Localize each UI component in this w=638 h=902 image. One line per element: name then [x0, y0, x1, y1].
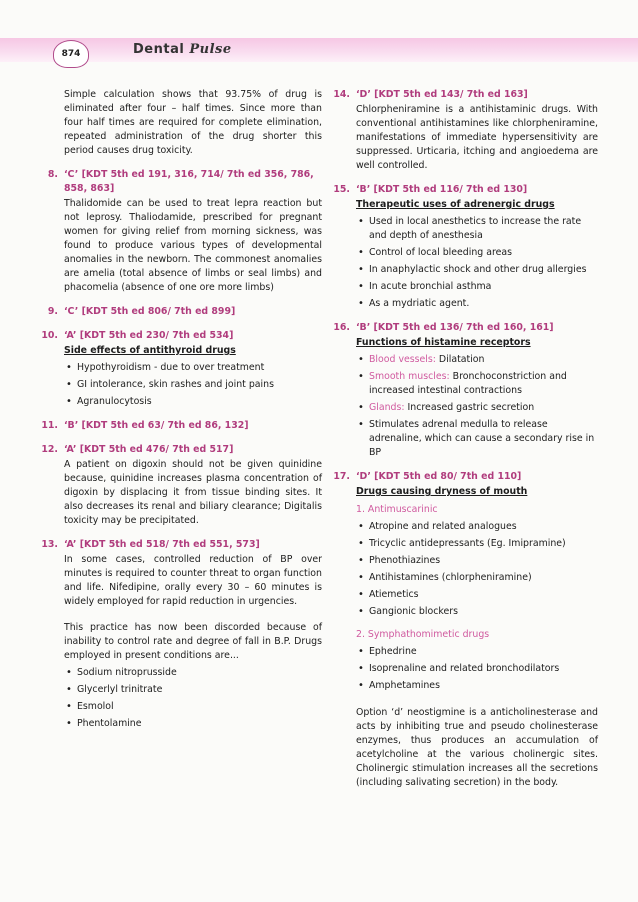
item-label: Glands:: [369, 402, 405, 413]
list-item: • In acute bronchial asthma: [356, 280, 598, 294]
question-number: 15.: [333, 184, 350, 195]
list-item: • Hypothyroidism - due to over treatment: [64, 361, 322, 375]
list-item: [356, 353, 598, 367]
item-text: Stimulates adrenal medulla to release adrenaline, which can cause a secondary rise in BP: [369, 419, 595, 458]
item-text: Increased gastric secretion: [404, 402, 535, 413]
explanation-text: A patient on digoxin should not be given quinidine because, quinidine increases plasma concentration of digoxin by displacing it from tissue binding sites. It also decreases its renal and biliary clearance; Digitalis toxicity may be precipitated.: [64, 459, 322, 526]
list-item: • Tricyclic antidepressants (Eg. Imipramine): [356, 537, 598, 551]
right-column: [326, 88, 598, 800]
question-number: 17.: [333, 471, 350, 482]
question-number: 10.: [41, 330, 58, 341]
list-item: • Used in local anesthetics to increase the rate and depth of anesthesia: [356, 215, 598, 243]
list-item: [356, 418, 598, 460]
answer-reference: ‘A’ [KDT 5th ed 518/ 7th ed 551, 573]: [64, 539, 260, 550]
question-14: [326, 88, 598, 173]
list-item: • Control of local bleeding areas: [356, 246, 598, 260]
list-item: [356, 401, 598, 415]
section-heading: Functions of histamine receptors: [356, 337, 531, 348]
answer-reference: ‘D’ [KDT 5th ed 80/ 7th ed 110]: [356, 471, 522, 482]
spacer: [64, 611, 322, 621]
list-item: • Esmolol: [64, 700, 322, 714]
answer-reference: ‘D’ [KDT 5th ed 143/ 7th ed 163]: [356, 89, 528, 100]
left-column: [34, 88, 322, 741]
list-item: • Atiemetics: [356, 588, 598, 602]
question-13: [34, 538, 322, 731]
list-item: • Phentolamine: [64, 717, 322, 731]
bullet-list: [356, 645, 598, 693]
list-item: • Isoprenaline and related bronchodilators: [356, 662, 598, 676]
question-12: [34, 443, 322, 528]
group-title: 2. Symphathomimetic drugs: [356, 629, 490, 640]
list-item: • Gangionic blockers: [356, 605, 598, 619]
group-title: 1. Antimuscarinic: [356, 504, 438, 515]
question-10: [34, 329, 322, 409]
bullet-list: [356, 215, 598, 311]
explanation-text: Option ‘d’ neostigmine is a anticholinesterase and acts by inhibiting true and pseudo cholinesterase enzymes, thus produces an accumulation of acetylcholine at the various cholinergic sites. Cholinergic stimulation increases all the secretions (including salivating secretion) in the body.: [356, 707, 598, 788]
bullet-list: [356, 520, 598, 619]
intro-block: [34, 88, 322, 158]
explanation-text: Thalidomide can be used to treat lepra reaction but not leprosy. Thaliodamide, prescribed for pregnant women for giving relief from morning sickness, was found to produce various types of developmental anomalies in the newborn. The commonest anomalies are amelia (total absence of limbs or seal limbs) and phacomelia (absence of one ore more limbs): [64, 198, 322, 293]
brand-script: Pulse: [189, 42, 232, 57]
list-item: [356, 370, 598, 398]
list-item: • Atropine and related analogues: [356, 520, 598, 534]
item-label: Blood vessels:: [369, 354, 436, 365]
section-heading: Therapeutic uses of adrenergic drugs: [356, 199, 555, 210]
list-item: • Antihistamines (chlorpheniramine): [356, 571, 598, 585]
item-text: Dilatation: [435, 354, 485, 365]
list-item: • Ephedrine: [356, 645, 598, 659]
explanation-text: This practice has now been discorded because of inability to control rate and degree of fall in B.P. Drugs employed in present conditions are...: [64, 622, 322, 661]
question-number: 12.: [41, 444, 58, 455]
question-9: [34, 305, 322, 319]
question-number: 8.: [47, 169, 58, 180]
list-item: • In anaphylactic shock and other drug allergies: [356, 263, 598, 277]
explanation-text: Chlorpheniramine is a antihistaminic drugs. With conventional antihistamines like chlorpheniramine, manifestations of immediate hypersensitivity are suppressed. Urticaria, itching and angioedema are well controlled.: [356, 104, 598, 171]
bullet-list: [356, 353, 598, 460]
header-band: [0, 38, 638, 62]
answer-reference: ‘B’ [KDT 5th ed 136/ 7th ed 160, 161]: [356, 322, 554, 333]
answer-reference: ‘A’ [KDT 5th ed 230/ 7th ed 534]: [64, 330, 234, 341]
question-16: [326, 321, 598, 460]
bullet-list: [64, 666, 322, 731]
question-number: 9.: [47, 306, 58, 317]
answer-reference: ‘C’ [KDT 5th ed 191, 316, 714/ 7th ed 356, 786, 858, 863]: [64, 169, 314, 194]
question-number: 14.: [333, 89, 350, 100]
answer-reference: ‘B’ [KDT 5th ed 116/ 7th ed 130]: [356, 184, 528, 195]
question-15: [326, 183, 598, 311]
intro-text: Simple calculation shows that 93.75% of drug is eliminated after four – half times. Since more than four half times are required for complete elimination, repeated administration of the drug shorter this period causes drug toxicity.: [64, 89, 322, 156]
page-number: 874: [53, 40, 89, 68]
brand-word: Dental: [133, 42, 185, 57]
question-number: 16.: [333, 322, 350, 333]
answer-reference: ‘B’ [KDT 5th ed 63/ 7th ed 86, 132]: [64, 420, 249, 431]
bullet-list: [64, 361, 322, 409]
question-17: [326, 470, 598, 790]
question-11: [34, 419, 322, 433]
question-8: [34, 168, 322, 295]
list-item: • Phenothiazines: [356, 554, 598, 568]
item-text: Bronchoconstriction and increased intestinal contractions: [369, 371, 567, 396]
list-item: • Amphetamines: [356, 679, 598, 693]
spacer: [356, 696, 598, 706]
answer-reference: ‘A’ [KDT 5th ed 476/ 7th ed 517]: [64, 444, 234, 455]
list-item: • GI intolerance, skin rashes and joint pains: [64, 378, 322, 392]
list-item: • As a mydriatic agent.: [356, 297, 598, 311]
list-item: • Glycerlyl trinitrate: [64, 683, 322, 697]
item-label: Smooth muscles:: [369, 371, 450, 382]
section-heading: Drugs causing dryness of mouth: [356, 486, 528, 497]
answer-reference: ‘C’ [KDT 5th ed 806/ 7th ed 899]: [64, 306, 236, 317]
list-item: • Agranulocytosis: [64, 395, 322, 409]
section-heading: Side effects of antithyroid drugs: [64, 345, 236, 356]
explanation-text: In some cases, controlled reduction of BP over minutes is required to counter threat to organ function and life. Nifedipine, orally every 30 – 60 minutes is widely employed for rapid reduction in urgencies.: [64, 554, 322, 607]
question-number: 11.: [41, 420, 58, 431]
brand-title: [133, 42, 232, 57]
question-number: 13.: [41, 539, 58, 550]
list-item: • Sodium nitroprusside: [64, 666, 322, 680]
